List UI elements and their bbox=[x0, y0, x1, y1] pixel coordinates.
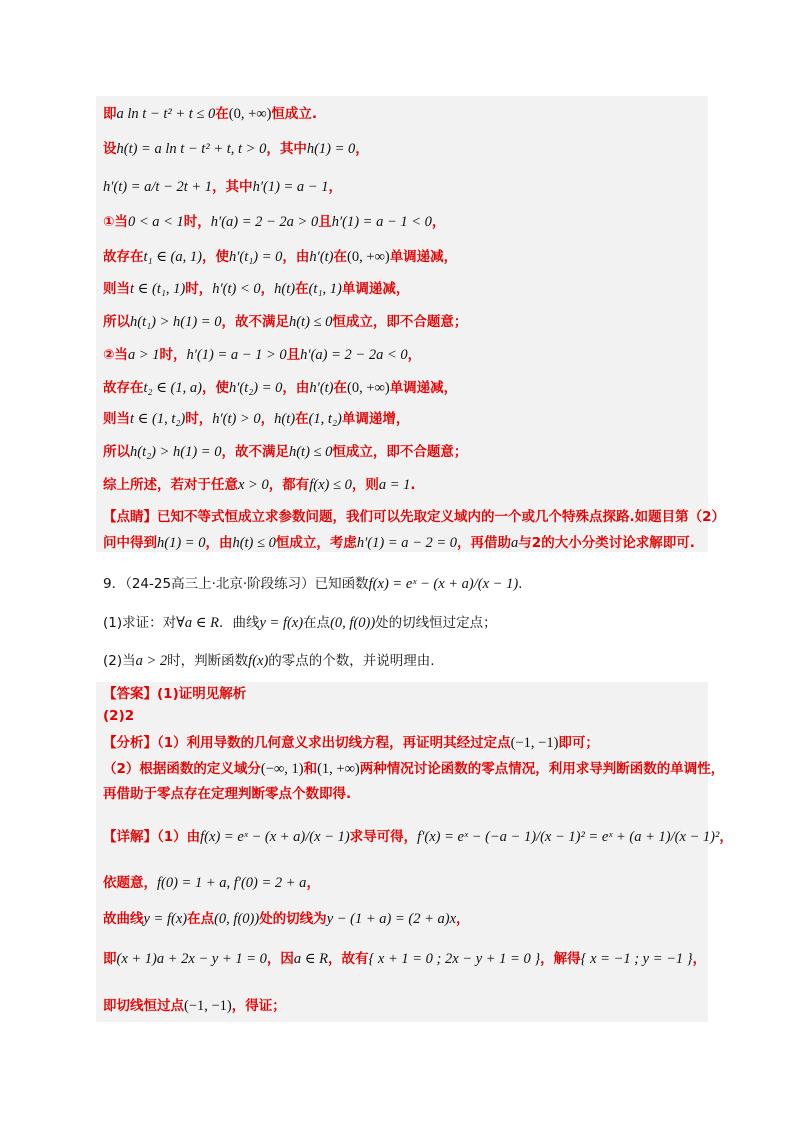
text-run: 与2的大小分类讨论求解即可. bbox=[518, 535, 695, 551]
math-expression: h′(1) = a − 2 = 0 bbox=[356, 535, 458, 551]
math-expression: y = f(x) bbox=[259, 615, 304, 631]
text-run: 依题意， bbox=[103, 875, 157, 891]
text-run: 故存在 bbox=[103, 380, 144, 396]
block2-line bbox=[103, 707, 134, 725]
math-expression: (1, +∞) bbox=[317, 761, 360, 777]
text-run: ，由 bbox=[282, 380, 310, 396]
block2-line bbox=[103, 828, 733, 846]
text-run: ，故有 bbox=[327, 951, 369, 967]
math-expression: f(0) = 1 + a, f′(0) = 2 + a bbox=[157, 875, 307, 891]
block1-line bbox=[103, 248, 457, 266]
text-run: 在点 bbox=[187, 911, 215, 927]
math-expression: h′(t) bbox=[309, 380, 334, 396]
text-run: 【答案】(1)证明见解析 bbox=[103, 686, 247, 702]
text-run: ，因 bbox=[266, 951, 294, 967]
block2-line bbox=[103, 997, 286, 1015]
math-expression: ∀a ∈ R bbox=[176, 615, 219, 631]
math-expression: h′(1) = a − 1 < 0 bbox=[331, 214, 432, 230]
text-run: ，故不满足 bbox=[221, 314, 289, 330]
text-run: 综上所述，若对于任意 bbox=[103, 477, 238, 493]
text-run: 问中得到 bbox=[103, 535, 157, 551]
text-run: ， bbox=[692, 951, 707, 967]
block2-line bbox=[103, 910, 470, 928]
math-expression: h(1) = 0 bbox=[157, 535, 206, 551]
math-expression: a ∈ R bbox=[293, 951, 328, 967]
text-run: 处的切线恒过定点； bbox=[375, 615, 497, 631]
text-run: 在 bbox=[333, 380, 348, 396]
text-run: ，都有 bbox=[268, 477, 310, 493]
text-run: ①当 bbox=[103, 214, 128, 230]
block1-line bbox=[103, 508, 725, 526]
text-run: 在 bbox=[333, 249, 348, 265]
math-expression: h′(t) bbox=[309, 249, 334, 265]
math-expression: h(t) ≤ 0 bbox=[288, 314, 333, 330]
math-expression: { x = −1 ; y = −1 } bbox=[580, 951, 693, 967]
text-run: ， bbox=[306, 875, 320, 891]
text-run: 【分析】（1）利用导数的几何意义求出切线方程，再证明其经过定点 bbox=[103, 735, 511, 751]
question-line bbox=[103, 575, 522, 593]
text-run: ， bbox=[431, 214, 446, 230]
text-run: (2)2 bbox=[103, 708, 135, 724]
text-run: 恒成立，即不合题意； bbox=[332, 444, 468, 460]
block2-line bbox=[103, 874, 320, 892]
math-expression: h′(t₂) = 0 bbox=[228, 380, 283, 396]
text-run: 时， bbox=[185, 411, 213, 427]
math-expression: (0, f(0)) bbox=[330, 615, 376, 631]
block2-line bbox=[103, 685, 246, 703]
text-run: 单调递减， bbox=[341, 281, 410, 297]
math-expression: h′(t) < 0 bbox=[212, 281, 261, 297]
text-run: 则当 bbox=[103, 411, 130, 427]
text-run: 【详解】（1）由 bbox=[103, 829, 201, 845]
text-run: 设 bbox=[103, 141, 117, 157]
text-run: （2）根据函数的定义域分 bbox=[103, 761, 261, 777]
text-run: ， bbox=[355, 141, 369, 157]
text-run: . bbox=[410, 477, 416, 493]
math-expression: t ∈ (1, t₂) bbox=[130, 411, 186, 427]
text-run: 和 bbox=[303, 761, 318, 777]
math-expression: (0, +∞) bbox=[347, 249, 390, 265]
math-expression: a ln t − t² + t ≤ 0 bbox=[116, 106, 216, 122]
math-expression: (0, +∞) bbox=[347, 380, 390, 396]
text-run: ，则 bbox=[351, 477, 379, 493]
text-run: 在 bbox=[295, 281, 309, 297]
text-run: 的零点的个数，并说明理由. bbox=[268, 653, 435, 669]
math-expression: f′(x) = eˣ − (−a − 1)/(x − 1)² = eˣ + (a + 1)/(x − 1)² bbox=[417, 829, 720, 845]
math-expression: h′(a) = 2 − 2a > 0 bbox=[210, 214, 319, 230]
text-run: 所以 bbox=[103, 444, 130, 460]
math-expression: h(t₁) > h(1) = 0 bbox=[130, 314, 222, 330]
math-expression: (0, f(0)) bbox=[214, 911, 260, 927]
text-run: 所以 bbox=[103, 314, 130, 330]
math-expression: h(t₂) > h(1) = 0 bbox=[130, 444, 222, 460]
math-expression: h′(t) = a/t − 2t + 1 bbox=[103, 179, 213, 195]
math-expression: h(t) = a ln t − t² + t, t > 0 bbox=[116, 141, 267, 157]
text-run: ，其中 bbox=[266, 141, 307, 157]
math-expression: a > 2 bbox=[135, 653, 168, 669]
text-run: ， bbox=[328, 179, 342, 195]
text-run: 单调递增， bbox=[341, 411, 410, 427]
math-expression: h(1) = 0 bbox=[306, 141, 356, 157]
text-run: 即可； bbox=[558, 735, 599, 751]
text-run: ， bbox=[260, 411, 275, 427]
math-expression: h(t) bbox=[274, 411, 296, 427]
text-run: 恒成立，考虑 bbox=[275, 535, 357, 551]
text-run: ，由 bbox=[205, 535, 233, 551]
math-expression: (t₁, 1) bbox=[308, 281, 342, 297]
text-run: 在 bbox=[295, 411, 309, 427]
block1-line bbox=[103, 178, 342, 196]
text-run: 故存在 bbox=[103, 249, 144, 265]
text-run: ， bbox=[407, 347, 422, 363]
text-run: 即切线恒过点 bbox=[103, 998, 184, 1014]
text-run: ，再借助 bbox=[457, 535, 512, 551]
math-expression: f(x) ≤ 0 bbox=[309, 477, 352, 493]
math-expression: t₁ ∈ (a, 1) bbox=[143, 249, 202, 265]
block2-line bbox=[103, 950, 706, 968]
text-run: 在 bbox=[215, 106, 229, 122]
text-run: ，由 bbox=[282, 249, 310, 265]
text-run: 单调递减， bbox=[389, 249, 458, 265]
text-run: 时， bbox=[185, 281, 213, 297]
block2-line bbox=[103, 785, 351, 803]
math-expression: h(t) ≤ 0 bbox=[288, 444, 333, 460]
text-run: ， bbox=[719, 829, 733, 845]
text-run: 【点睛】已知不等式恒成立求参数问题，我们可以先取定义域内的一个或几个特殊点探路.如题目第（2） bbox=[103, 509, 726, 525]
math-expression: a bbox=[511, 535, 519, 551]
text-run: 即 bbox=[103, 951, 117, 967]
text-run: ， bbox=[456, 911, 470, 927]
math-expression: h′(1) = a − 1 > 0 bbox=[186, 347, 287, 363]
text-run: 时，判断函数 bbox=[167, 653, 249, 669]
block1-line bbox=[103, 313, 467, 331]
math-expression: (x + 1)a + 2x − y + 1 = 0 bbox=[116, 951, 267, 967]
block1-line bbox=[103, 534, 695, 552]
text-run: ，得证； bbox=[231, 998, 286, 1014]
text-run: . bbox=[518, 576, 523, 592]
block1-line bbox=[103, 105, 317, 123]
block1-line bbox=[103, 410, 409, 428]
math-expression: f(x) = eˣ − (x + a)/(x − 1) bbox=[200, 829, 350, 845]
text-run: 单调递减， bbox=[389, 380, 458, 396]
math-expression: f(x) bbox=[248, 653, 269, 669]
math-expression: f(x) = eˣ − (x + a)/(x − 1) bbox=[368, 576, 519, 592]
text-run: 恒成立. bbox=[271, 106, 318, 122]
math-expression: h′(t) > 0 bbox=[212, 411, 261, 427]
math-expression: a = 1 bbox=[378, 477, 411, 493]
text-run: ，使 bbox=[201, 249, 229, 265]
math-expression: (−∞, 1) bbox=[260, 761, 304, 777]
math-expression: a > 1 bbox=[127, 347, 160, 363]
text-run: (1)求证：对 bbox=[103, 615, 177, 631]
math-expression: h(t) ≤ 0 bbox=[232, 535, 276, 551]
math-expression: t ∈ (t₁, 1) bbox=[130, 281, 186, 297]
question-line bbox=[103, 614, 497, 632]
block1-line bbox=[103, 140, 369, 158]
math-expression: y − (1 + a) = (2 + a)x bbox=[326, 911, 457, 927]
text-run: ，故不满足 bbox=[221, 444, 289, 460]
text-run: 再借助于零点存在定理判断零点个数即得. bbox=[103, 786, 352, 802]
math-expression: (−1, −1) bbox=[184, 998, 232, 1014]
text-run: ，解得 bbox=[540, 951, 581, 967]
text-run: (2)当 bbox=[103, 653, 136, 669]
text-run: 则当 bbox=[103, 281, 130, 297]
text-run: 即 bbox=[103, 106, 117, 122]
solution-block-bottom bbox=[96, 682, 708, 1022]
text-run: 时， bbox=[159, 347, 187, 363]
block2-line bbox=[103, 760, 724, 778]
block2-line bbox=[103, 734, 599, 752]
text-run: 在点 bbox=[303, 615, 331, 631]
text-run: ，使 bbox=[201, 380, 229, 396]
question-line bbox=[103, 652, 435, 670]
text-run: ②当 bbox=[103, 347, 128, 363]
math-expression: h′(a) = 2 − 2a < 0 bbox=[300, 347, 408, 363]
block1-line bbox=[103, 379, 457, 397]
math-expression: 0 < a < 1 bbox=[127, 214, 184, 230]
math-expression: { x + 1 = 0 ; 2x − y + 1 = 0 } bbox=[368, 951, 541, 967]
math-expression: (1, t₂) bbox=[308, 411, 342, 427]
math-expression: y = f(x) bbox=[143, 911, 188, 927]
text-run: 求导可得， bbox=[349, 829, 418, 845]
block1-line bbox=[103, 476, 416, 494]
block1-line bbox=[103, 346, 421, 364]
text-run: 且 bbox=[318, 214, 332, 230]
text-run: 恒成立，即不合题意； bbox=[332, 314, 468, 330]
math-expression: t₂ ∈ (1, a) bbox=[143, 380, 202, 396]
block1-line bbox=[103, 213, 445, 231]
text-run: ．曲线 bbox=[218, 615, 260, 631]
text-run: 两种情况讨论函数的零点情况，利用求导判断函数的单调性， bbox=[359, 761, 725, 777]
block1-line bbox=[103, 280, 409, 298]
math-expression: (−1, −1) bbox=[510, 735, 559, 751]
text-run: 且 bbox=[286, 347, 301, 363]
math-expression: h′(1) = a − 1 bbox=[252, 179, 329, 195]
text-run: 故曲线 bbox=[103, 911, 144, 927]
math-expression: h′(t₁) = 0 bbox=[228, 249, 283, 265]
math-expression: x > 0 bbox=[238, 477, 269, 493]
text-run: ， bbox=[260, 281, 275, 297]
text-run: 时， bbox=[183, 214, 211, 230]
math-expression: h(t) bbox=[274, 281, 296, 297]
block1-line bbox=[103, 443, 467, 461]
text-run: 处的切线为 bbox=[259, 911, 327, 927]
math-expression: (0, +∞) bbox=[228, 106, 272, 122]
text-run: ，其中 bbox=[212, 179, 253, 195]
text-run: 9．（24-25高三上·北京·阶段练习）已知函数 bbox=[103, 576, 369, 592]
